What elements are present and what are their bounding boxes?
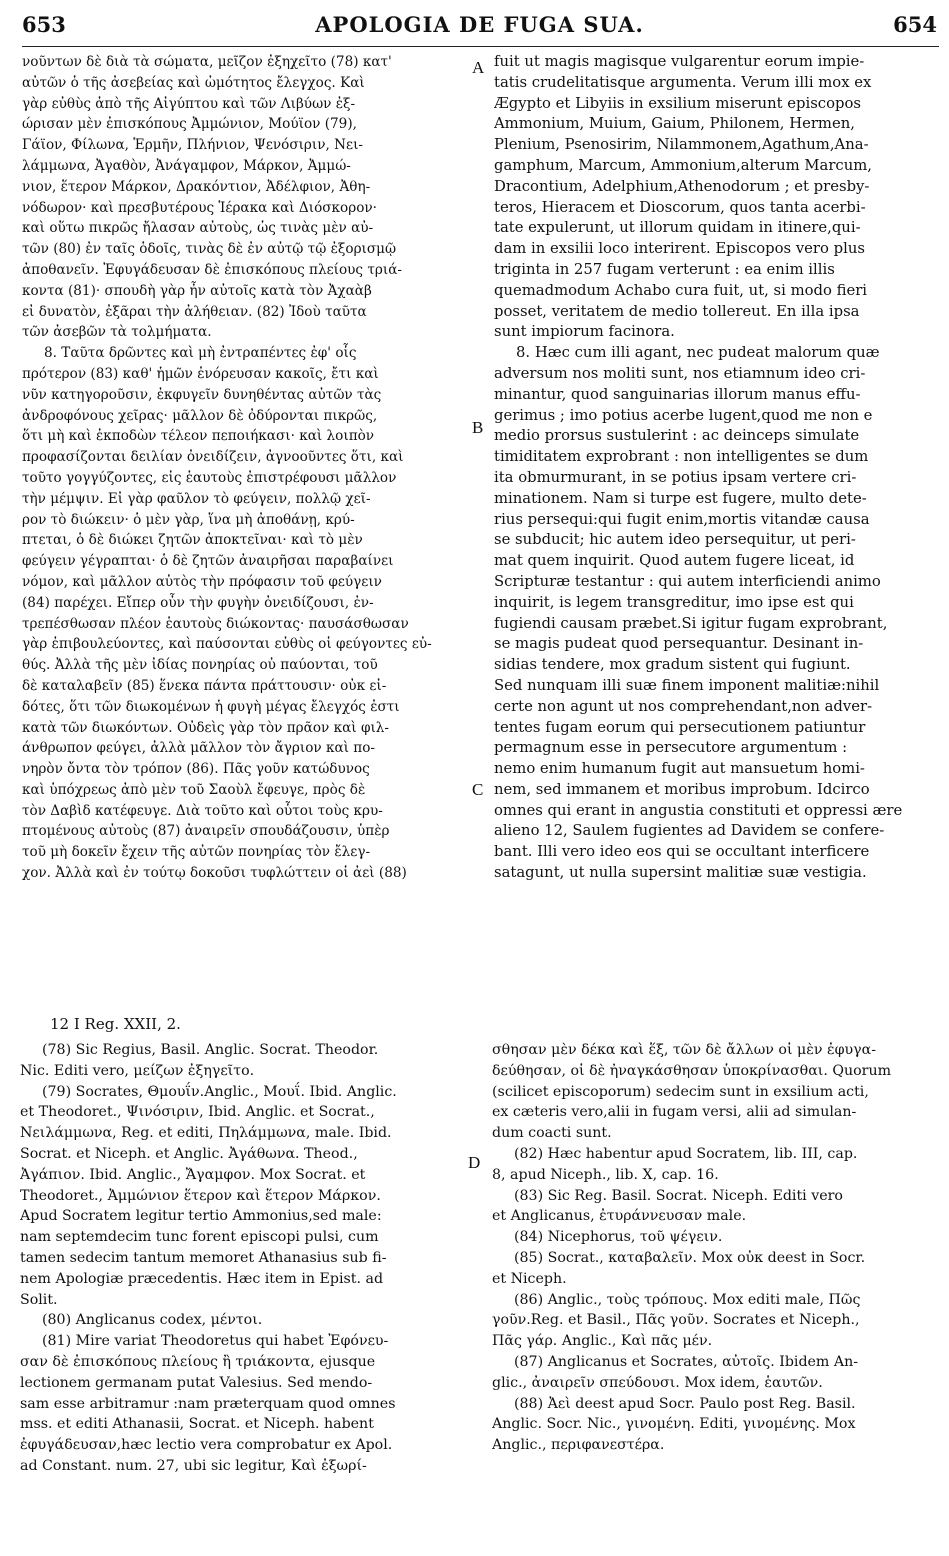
text-line: Ammonium, Muium, Gaium, Philonem, Hermen,: [494, 115, 855, 133]
text-line: (82) Hæc habentur apud Socratem, lib. III, cap.: [514, 1145, 858, 1162]
text-line: Ægypto et Libyiis in exsilium miserunt episcopos: [494, 94, 861, 112]
text-line: (84) Nicephorus, τοῦ ψέγειν.: [514, 1229, 723, 1246]
text-line: ἀνδροφόνους χεῖρας· μᾶλλον δὲ ὀδύρονται πικρῶς,: [22, 407, 378, 424]
text-line: εἰ δυνατὸν, ἐξᾶραι τὴν ἀλήθειαν. (82) Ἰδοὺ ταῦτα: [22, 303, 367, 320]
margin-marker-d: D: [468, 1153, 481, 1172]
text-line: Scripturæ testantur : qui autem interficiendi animo: [494, 572, 881, 590]
text-line: 8. Hæc cum illi agant, nec pudeat malorum quæ: [516, 344, 880, 362]
page-header: [22, 12, 937, 42]
text-line: χον. Ἀλλὰ καὶ ἐν τούτῳ δοκοῦσι τυφλώττειν οἱ ἀεὶ (88): [22, 865, 407, 882]
text-line: quemadmodum Achabo cura fuit, ut, si modo fieri: [494, 281, 868, 299]
text-line: ρον τὸ διώκειν· ὁ μὲν γὰρ, ἵνα μὴ ἀποθάνῃ, κρύ-: [22, 511, 355, 528]
text-line: tentes fugam eorum qui persecutionem patiuntur: [494, 718, 866, 736]
footnote-12: 12 I Reg. XXII, 2.: [50, 1015, 181, 1033]
text-line: Apud Socratem legitur tertio Ammonius,sed male:: [20, 1208, 382, 1225]
text-line: satagunt, ut nulla supersint malitiæ suæ vestigia.: [494, 864, 867, 882]
text-line: δεύθησαν, οἱ δὲ ἠναγκάσθησαν ὑποκρίνασθαι. Quorum: [492, 1062, 892, 1079]
text-line: gamphum, Marcum, Ammonium,alterum Marcum,: [494, 156, 872, 174]
text-line: Πᾶς γάρ. Anglic., Καὶ πᾶς μέν.: [492, 1333, 713, 1350]
text-line: dam in exsilii loco interirent. Episcopos vero plus: [494, 240, 865, 258]
greek-text-column: [22, 52, 470, 992]
text-line: Plenium, Psenosirim, Nilammonem,Agathum,Ana-: [494, 136, 869, 154]
text-line: tate expulerunt, ut illorum quidam in itinere,qui-: [494, 219, 861, 237]
page-number-right: 654: [893, 12, 937, 37]
text-line: alieno 12, Saulem fugientes ad Davidem se confere-: [494, 822, 885, 840]
text-line: Theodoret., Ἀμμώνιον ἕτερον καὶ ἕτερον Μάρκον.: [20, 1187, 381, 1204]
text-line: Νειλάμμωνα, Reg. et editi, Πηλάμμωνα, male. Ibid.: [20, 1125, 392, 1142]
text-line: fuit ut magis magisque vulgarentur eorum impie-: [494, 53, 865, 70]
text-line: Γάϊον, Φίλωνα, Ἑρμῆν, Πλήνιον, Ψενόσιριν, Νει-: [22, 137, 364, 154]
text-line: γοῦν.Reg. et Basil., Πᾶς γοῦν. Socrates et Niceph.,: [492, 1312, 860, 1329]
text-line: permagnum esse in persecutore argumentum :: [494, 739, 848, 757]
text-line: timiditatem exprobrant : non intelligentes se dum: [494, 448, 869, 466]
text-line: καὶ οὕτω πικρῶς ἤλασαν αὐτοὺς, ὡς τινὰς μὲν αὐ-: [22, 220, 374, 237]
text-line: Solit.: [20, 1291, 58, 1308]
text-line: τὸν Δαβὶδ κατέφευγε. Διὰ τοῦτο καὶ οὗτοι τοὺς κρυ-: [22, 802, 383, 819]
page-number-left: 653: [22, 12, 66, 37]
text-line: glic., ἀναιρεῖν σπεύδουσι. Mox idem, ἑαυτῶν.: [492, 1374, 823, 1391]
text-line: et Theodoret., Ψινόσιριν, Ibid. Anglic. et Socrat.,: [20, 1104, 375, 1121]
text-line: αὐτῶν ὁ τῆς ἀσεβείας καὶ ὠμότητος ἔλεγχος. Καὶ: [22, 74, 365, 91]
text-line: νόμον, καὶ μᾶλλον αὐτὸς τὴν πρόφασιν τοῦ φεύγειν: [22, 573, 382, 590]
text-line: omnes qui erant in angustia constituti et oppressi ære: [494, 801, 903, 819]
text-line: rius persequi:qui fugit enim,mortis vitandæ causa: [494, 510, 870, 528]
text-line: ex cæteris vero,alii in fugam versi, alii ad simulan-: [492, 1104, 857, 1121]
text-line: (85) Socrat., καταβαλεῖν. Mox οὐκ deest in Socr.: [514, 1249, 866, 1266]
text-line: τοῦτο γογγύζοντες, εἰς ἑαυτοὺς ἐπιστρέφουσι μᾶλλον: [22, 469, 397, 486]
text-line: 8, apud Niceph., lib. X, cap. 16.: [492, 1166, 719, 1183]
text-line: τῶν (80) ἐν ταῖς ὁδοῖς, τινὰς δὲ ἐν αὐτῷ τῷ ἐξορισμῷ: [22, 241, 397, 258]
text-line: τρεπέσθωσαν πλέον ἑαυτοὺς διώκοντας· παυσάσθωσαν: [22, 615, 409, 632]
text-line: mss. et editi Athanasii, Socrat. et Niceph. habent: [20, 1416, 374, 1433]
text-line: nam septemdecim tunc forent episcopi pulsi, cum: [20, 1229, 379, 1246]
text-line: νόδωρον· καὶ πρεσβυτέρους Ἱέρακα καὶ Διόσκορον·: [22, 199, 377, 216]
text-line: φεύγειν γέγραπται· ὁ δὲ ζητῶν ἀναιρῆσαι παραβαίνει: [22, 553, 394, 570]
text-line: Anglic. Socr. Nic., γινομένη. Editi, γινομένης. Mox: [492, 1416, 856, 1433]
text-line: θύς. Ἀλλὰ τῆς μὲν ἰδίας πονηρίας οὐ παύονται, τοῦ: [22, 657, 378, 674]
text-line: καὶ ὑπόχρεως ἀπὸ μὲν τοῦ Σαοὺλ ἔφευγε, πρὸς δὲ: [22, 781, 366, 798]
text-line: sunt impiorum facinora.: [494, 323, 675, 341]
text-line: ad Constant. num. 27, ubi sic legitur, Καὶ ἐξωρί-: [20, 1457, 367, 1474]
text-line: (87) Anglicanus et Socrates, αὐτοῖς. Ibidem An-: [514, 1353, 859, 1370]
text-line: (78) Sic Regius, Basil. Anglic. Socrat. Theodor.: [42, 1042, 379, 1058]
text-line: (88) Ἀεὶ deest apud Socr. Paulo post Reg. Basil.: [514, 1395, 856, 1412]
text-line: certe non agunt ut nos comprehendant,non adver-: [494, 697, 873, 715]
text-line: bant. Illi vero ideo eos qui se occultant interficere: [494, 843, 870, 861]
text-line: (84) παρέχει. Εἴπερ οὖν τὴν φυγὴν ὀνειδίζουσι, ἐν-: [22, 594, 374, 611]
text-line: τῶν ἀσεβῶν τὰ τολμήματα.: [22, 324, 212, 341]
text-line: (83) Sic Reg. Basil. Socrat. Niceph. Editi vero: [514, 1187, 843, 1204]
text-line: inquirit, is legem transgreditur, imo ipse est qui: [494, 593, 854, 611]
text-line: κοντα (81)· σπουδὴ γὰρ ἦν αὐτοῖς κατὰ τὸν Ἀχαὰβ: [22, 282, 372, 299]
text-line: πρότερον (83) καθ' ἡμῶν ἐνόρευσαν κακοῖς, ἔτι καὶ: [22, 365, 379, 382]
text-line: triginta in 257 fugam verterunt : ea enim illis: [494, 260, 835, 278]
text-line: dum coacti sunt.: [492, 1125, 612, 1142]
text-line: τὴν μέμψιν. Εἰ γὰρ φαῦλον τὸ φεύγειν, πολλῷ χεῖ-: [22, 490, 371, 507]
margin-marker-a: A: [472, 58, 485, 77]
text-line: teros, Hieracem et Dioscorum, quos tanta acerbi-: [494, 198, 866, 216]
margin-marker-c: C: [472, 780, 484, 799]
text-line: νιον, ἕτερον Μάρκον, Δρακόντιον, Ἀδέλφιον, Ἀθη-: [22, 178, 371, 195]
text-line: νηρὸν ὄντα τὸν τρόπον (86). Πᾶς γοῦν κατώδυνος: [22, 761, 370, 778]
text-line: γὰρ ἐπιβουλεύοντες, καὶ παύσονται εὐθὺς οἱ φεύγοντες εὐ-: [22, 636, 432, 653]
text-line: γὰρ εὐθὺς ἀπὸ τῆς Αἰγύπτου καὶ τῶν Λιβύων ἐξ-: [22, 95, 356, 112]
text-line: fugiendi causam præbet.Si igitur fugam exprobrant,: [494, 614, 888, 632]
text-line: νοῦντων δὲ διὰ τὰ σώματα, μεῖζον ἐξηχεῖτο (78) κατ': [22, 54, 392, 70]
text-line: et Anglicanus, ἐτυράννευσαν male.: [492, 1208, 747, 1225]
text-line: 8. Ταῦτα δρῶντες καὶ μὴ ἐντραπέντες ἐφ' οἷς: [44, 345, 357, 362]
text-line: δότες, ὅτι τῶν διωκομένων ἡ φυγὴ μέγας ἔλεγχός ἐστι: [22, 698, 400, 715]
text-line: mat quem inquirit. Quod autem fugere liceat, id: [494, 552, 855, 570]
text-line: adversum nos moliti sunt, nos etiamnum ideo cri-: [494, 364, 866, 382]
text-line: ἀποθανεῖν. Ἐφυγάδευσαν δὲ ἐπισκόπους πλείους τριά-: [22, 261, 402, 278]
text-line: Nic. Editi vero, μείζων ἐξηγεῖτο.: [20, 1062, 255, 1079]
text-line: λάμμωνα, Ἀγαθὸν, Ἀνάγαμφον, Μάρκον, Ἀμμώ-: [22, 157, 351, 174]
text-line: Anglic., περιφανεστέρα.: [492, 1437, 665, 1454]
text-line: ὅτι μὴ καὶ ἐκποδὼν τέλεον πεποιήκασι· καὶ λοιπὸν: [22, 428, 375, 445]
text-line: tamen sedecim tantum memoret Athanasius sub fi-: [20, 1249, 387, 1266]
text-line: πτομένους αὐτοὺς (87) ἀναιρεῖν σπουδάζουσιν, ὑπὲρ: [22, 823, 390, 840]
text-line: (86) Anglic., τοὺς τρόπους. Mox editi male, Πῶς: [514, 1291, 861, 1308]
notes-left-column: [20, 1040, 460, 1550]
text-line: gerimus ; imo potius acerbe lugent,quod me non e: [494, 406, 873, 424]
text-line: nem Apologiæ præcedentis. Hæc item in Epist. ad: [20, 1270, 384, 1287]
text-line: σαν δὲ ἐπισκόπους πλείους ἢ τριάκοντα, ejusque: [20, 1353, 376, 1370]
text-line: se subducit; hic autem ideo persequitur, ut peri-: [494, 531, 856, 549]
header-rule: [22, 46, 939, 47]
text-line: minantur, quod sanguinarias illorum manus effu-: [494, 385, 861, 403]
text-line: posset, veritatem de medio tollereut. En illa ipsa: [494, 302, 860, 320]
text-line: ἐφυγάδευσαν,hæc lectio vera comprobatur ex Apol.: [20, 1437, 393, 1454]
running-title: APOLOGIA DE FUGA SUA.: [315, 12, 644, 37]
text-line: άνθρωπον φεύγει, ἀλλὰ μᾶλλον τὸν ἄγριον καὶ πο-: [22, 740, 376, 757]
text-line: κατὰ τῶν διωκόντων. Οὐδεὶς γὰρ τὸν πρᾶον καὶ φιλ-: [22, 719, 390, 736]
text-line: νῦν κατηγοροῦσιν, ἐκφυγεῖν δυνηθέντας αὐτῶν τὰς: [22, 386, 382, 403]
text-line: ώρισαν μὲν ἐπισκόπους Ἀμμώνιον, Μούϊον (79),: [22, 116, 357, 133]
text-line: Ἀγάπιον. Ibid. Anglic., Ἄγαμφον. Mox Socrat. et: [20, 1166, 366, 1183]
text-line: (79) Socrates, Θμουΐν.Anglic., Μουΐ. Ibid. Anglic.: [42, 1083, 397, 1100]
text-line: πτεται, ὁ δὲ διώκει ζητῶν ἀποκτεῖναι· καὶ τὸ μὲν: [22, 532, 363, 549]
text-line: sam esse arbitramur :nam præterquam quod omnes: [20, 1395, 396, 1412]
text-line: δὲ καταλαβεῖν (85) ἕνεκα πάντα πράττουσιν· οὐκ εἰ-: [22, 677, 387, 694]
text-line: medio prorsus sustulerint : ac deinceps simulate: [494, 427, 860, 445]
text-line: nem, sed immanem et moribus improbum. Idcirco: [494, 780, 870, 798]
text-line: σθησαν μὲν δέκα καὶ ἕξ, τῶν δὲ ἄλλων οἱ μὲν ἐφυγα-: [492, 1042, 877, 1058]
text-line: et Niceph.: [492, 1270, 567, 1287]
text-line: nemo enim humanum fugit aut mansuetum homi-: [494, 760, 865, 778]
text-line: minationem. Nam si turpe est fugere, multo dete-: [494, 489, 867, 507]
text-line: se magis pudeat quod persequantur. Desinant in-: [494, 635, 864, 653]
text-line: Sed nunquam illi suæ finem imponent malitiæ:nihil: [494, 676, 880, 694]
text-line: lectionem germanam putat Valesius. Sed mendo-: [20, 1374, 373, 1391]
latin-text-column: [494, 52, 934, 992]
text-line: sidias tendere, mox gradum sistent qui fugiunt.: [494, 656, 851, 674]
text-line: tatis crudelitatisque argumenta. Verum illi mox ex: [494, 73, 872, 91]
text-line: τοῦ μὴ δοκεῖν ἔχειν τῆς αὐτῶν πονηρίας τὸν ἔλεγ-: [22, 844, 371, 861]
text-line: (80) Anglicanus codex, μέντοι.: [42, 1312, 263, 1329]
margin-marker-b: B: [472, 418, 484, 437]
text-line: Socrat. et Niceph. et Anglic. Ἀγάθωνα. Theod.,: [20, 1145, 358, 1162]
text-line: ita obmurmurant, in se potius ipsam vertere cri-: [494, 468, 857, 486]
text-line: προφασίζονται δειλίαν ὀνειδίζειν, ἀγνοοῦντες ὅτι, καὶ: [22, 449, 404, 466]
text-line: Dracontium, Adelphium,Athenodorum ; et presby-: [494, 177, 870, 195]
text-line: (81) Mire variat Theodoretus qui habet Ἐφόνευ-: [42, 1333, 389, 1350]
notes-right-column: [492, 1040, 936, 1550]
text-line: (scilicet episcoporum) sedecim sunt in exsilium acti,: [492, 1083, 869, 1100]
